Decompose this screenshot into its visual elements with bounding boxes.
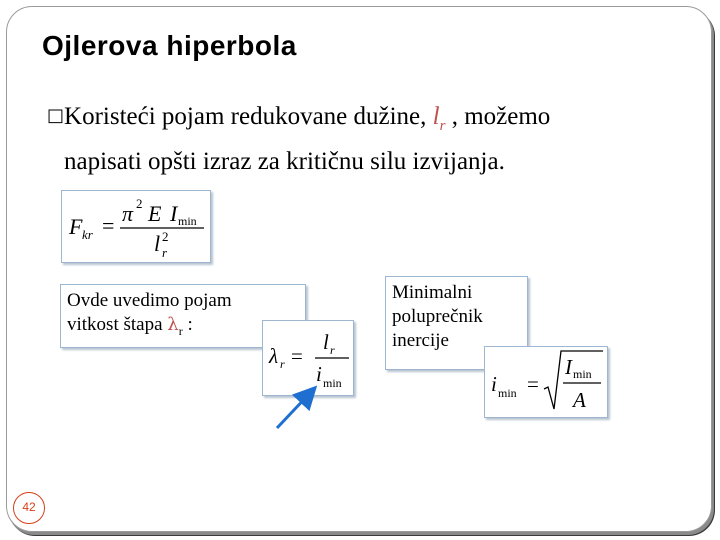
force-pi: π [122, 201, 134, 226]
radius-inertia: I [565, 355, 572, 379]
slenderness-length: l [323, 330, 329, 354]
force-equals: = [102, 213, 115, 238]
slenderness-lambda: λ [269, 344, 279, 368]
reduced-length-subscript: r [439, 118, 446, 134]
slenderness-symbol-subscript: r [178, 323, 183, 338]
slenderness-symbol: λ [167, 314, 179, 335]
slenderness-radius: i [316, 362, 322, 386]
force-length: l [154, 231, 161, 256]
force-length-exponent: 2 [162, 229, 169, 244]
force-length-subscript: r [162, 245, 168, 260]
bullet-marker: □ [47, 105, 65, 126]
slide-title: Ojlerova hiperbola [42, 30, 297, 61]
radius-symbol-subscript: min [498, 386, 517, 400]
slenderness-lambda-subscript: r [280, 357, 285, 371]
radius-note-line3: inercije [392, 330, 449, 351]
force-pi-exponent: 2 [136, 196, 143, 211]
slenderness-note-text: vitkost štapa [67, 314, 168, 335]
arrow-icon [277, 392, 311, 428]
radius-inertia-subscript: min [573, 367, 592, 381]
force-symbol: F [69, 214, 83, 239]
slenderness-length-subscript: r [330, 343, 335, 357]
bullet-text-part2: , možemo [445, 103, 551, 130]
force-modulus: E [148, 201, 162, 226]
reduced-length-letter: l [432, 103, 440, 130]
force-subscript: kr [82, 227, 93, 242]
slenderness-equals: = [291, 344, 303, 368]
slenderness-note-colon: : [182, 314, 193, 335]
force-inertia-subscript: min [178, 214, 197, 228]
slenderness-note-line1: Ovde uvedimo pojam [67, 290, 232, 311]
radius-equals: = [527, 372, 539, 396]
force-inertia: I [170, 201, 178, 226]
radius-symbol: i [491, 372, 497, 396]
bullet-text-part1: Koristeći pojam redukovane dužine, [64, 103, 433, 130]
slenderness-radius-subscript: min [323, 376, 342, 390]
radius-note-line2: poluprečnik [392, 306, 483, 327]
radius-area: A [573, 388, 586, 412]
bullet-text-line2: napisati opšti izraz za kritičnu silu izvijanja. [64, 148, 505, 175]
page-number: 42 [13, 492, 45, 524]
radius-note-line1: Minimalni [392, 282, 473, 303]
